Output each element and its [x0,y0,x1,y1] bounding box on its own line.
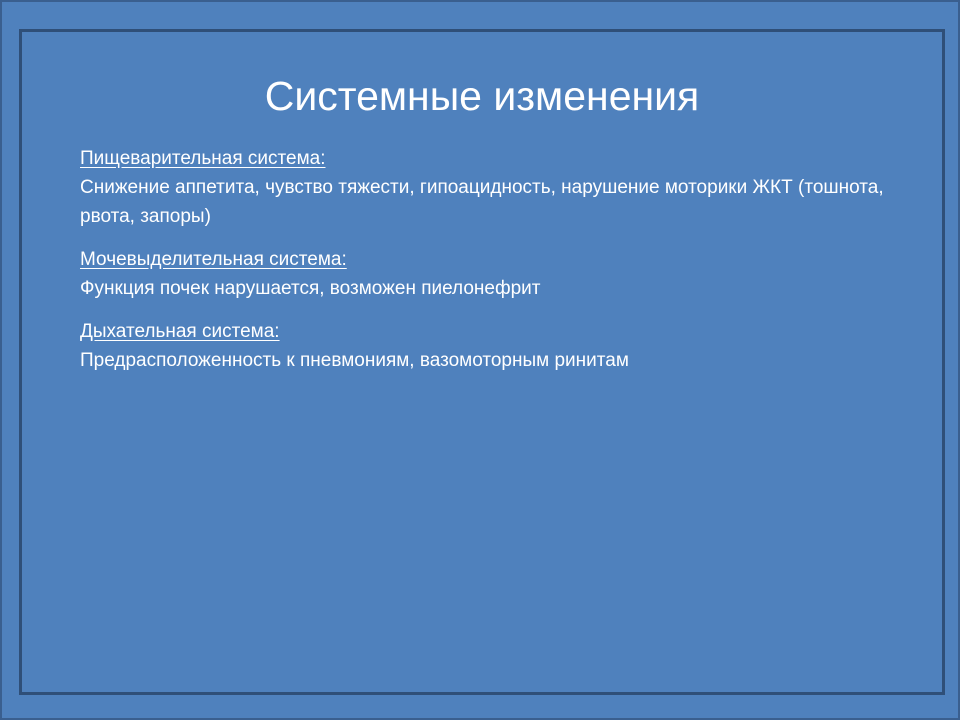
slide-title: Системные изменения [264,73,700,119]
section-text: Снижение аппетита, чувство тяжести, гипоацидность, нарушение моторики ЖКТ (тошнота, рвота, запоры) [80,177,884,227]
section-respiratory [80,317,900,375]
section-text: Функция почек нарушается, возможен пиелонефрит [80,278,541,299]
slide-content [80,144,900,389]
section-heading: Пищеварительная система: [80,148,326,169]
section-text: Предрасположенность к пневмониям, вазомоторным ринитам [80,350,629,371]
section-urinary [80,245,900,303]
section-heading: Дыхательная система: [80,321,280,342]
section-digestive [80,144,900,231]
section-heading: Мочевыделительная система: [80,249,347,270]
